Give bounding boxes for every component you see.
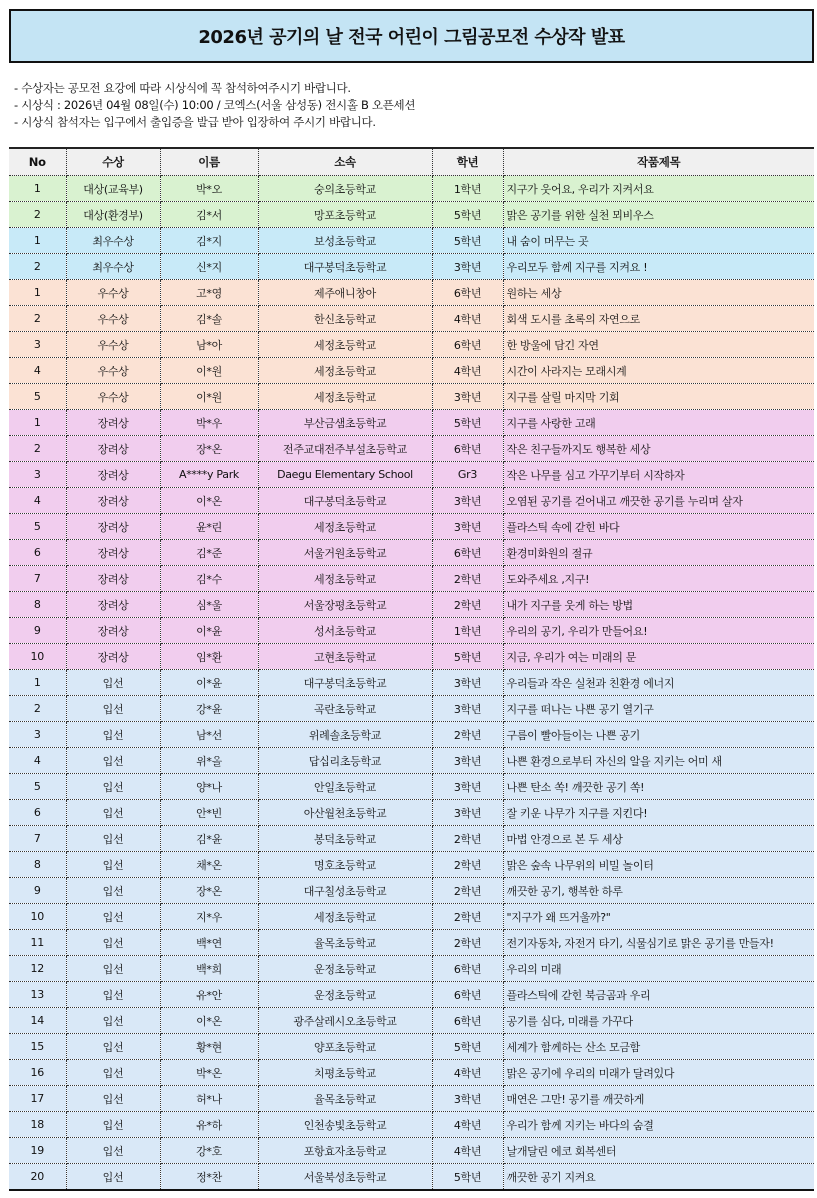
table-row xyxy=(9,904,814,930)
cell-award: 입선 xyxy=(66,800,160,826)
table-row xyxy=(9,748,814,774)
cell-school: 세정초등학교 xyxy=(258,384,432,410)
cell-grade: 5학년 xyxy=(432,228,503,254)
cell-award: 입선 xyxy=(66,774,160,800)
cell-school: 망포초등학교 xyxy=(258,202,432,228)
cell-title: "지구가 왜 뜨거울까?" xyxy=(503,904,814,930)
cell-school: 세정초등학교 xyxy=(258,566,432,592)
cell-school: 명호초등학교 xyxy=(258,852,432,878)
cell-school: 세정초등학교 xyxy=(258,904,432,930)
cell-no: 12 xyxy=(9,956,66,982)
cell-title: 깨끗한 공기, 행복한 하루 xyxy=(503,878,814,904)
cell-title: 우리의 미래 xyxy=(503,956,814,982)
table-row xyxy=(9,384,814,410)
cell-grade: 6학년 xyxy=(432,982,503,1008)
cell-no: 5 xyxy=(9,774,66,800)
cell-school: 위례솔초등학교 xyxy=(258,722,432,748)
page-title: 2026년 공기의 날 전국 어린이 그림공모전 수상작 발표 xyxy=(198,27,625,48)
cell-name: 남*아 xyxy=(160,332,258,358)
cell-grade: 6학년 xyxy=(432,540,503,566)
cell-school: 대구봉덕초등학교 xyxy=(258,670,432,696)
cell-no: 6 xyxy=(9,800,66,826)
cell-school: 광주살레시오초등학교 xyxy=(258,1008,432,1034)
table-row xyxy=(9,202,814,228)
cell-title: 공기를 심다, 미래를 가꾸다 xyxy=(503,1008,814,1034)
cell-award: 대상(환경부) xyxy=(66,202,160,228)
cell-name: 임*환 xyxy=(160,644,258,670)
cell-school: Daegu Elementary School xyxy=(258,462,432,488)
cell-name: 김*수 xyxy=(160,566,258,592)
cell-title: 나쁜 탄소 쏙! 깨끗한 공기 쏙! xyxy=(503,774,814,800)
cell-title: 플라스틱에 갇힌 북금곰과 우리 xyxy=(503,982,814,1008)
cell-no: 10 xyxy=(9,644,66,670)
table-row xyxy=(9,956,814,982)
cell-award: 입선 xyxy=(66,1034,160,1060)
cell-no: 15 xyxy=(9,1034,66,1060)
cell-award: 장려상 xyxy=(66,566,160,592)
cell-title: 깨끗한 공기 지켜요 xyxy=(503,1164,814,1191)
cell-title: 지구를 사랑한 고래 xyxy=(503,410,814,436)
notice-line: - 시상식 : 2026년 04월 08일(수) 10:00 / 코엑스(서울 삼성동) 전시홀 B 오픈세션 xyxy=(14,98,416,112)
cell-title: 맑은 공기에 우리의 미래가 달려있다 xyxy=(503,1060,814,1086)
cell-title: 작은 나무를 심고 가꾸기부터 시작하자 xyxy=(503,462,814,488)
cell-award: 최우수상 xyxy=(66,228,160,254)
column-header-no: No xyxy=(9,148,66,176)
cell-title: 플라스틱 속에 갇힌 바다 xyxy=(503,514,814,540)
cell-no: 2 xyxy=(9,436,66,462)
cell-award: 우수상 xyxy=(66,280,160,306)
title-banner xyxy=(9,9,814,63)
cell-no: 8 xyxy=(9,852,66,878)
cell-title: 작은 친구들까지도 행복한 세상 xyxy=(503,436,814,462)
cell-grade: 5학년 xyxy=(432,410,503,436)
cell-grade: 4학년 xyxy=(432,1138,503,1164)
cell-no: 5 xyxy=(9,514,66,540)
cell-no: 8 xyxy=(9,592,66,618)
cell-no: 4 xyxy=(9,488,66,514)
cell-title: 환경미화원의 절규 xyxy=(503,540,814,566)
cell-award: 입선 xyxy=(66,878,160,904)
table-row xyxy=(9,176,814,202)
cell-title: 우리들과 작은 실천과 친환경 에너지 xyxy=(503,670,814,696)
cell-no: 11 xyxy=(9,930,66,956)
table-row xyxy=(9,878,814,904)
cell-no: 2 xyxy=(9,696,66,722)
cell-title: 도와주세요 ,지구! xyxy=(503,566,814,592)
cell-grade: 4학년 xyxy=(432,358,503,384)
table-row xyxy=(9,488,814,514)
table-row xyxy=(9,1164,814,1191)
cell-award: 입선 xyxy=(66,1138,160,1164)
cell-name: 양*나 xyxy=(160,774,258,800)
cell-award: 입선 xyxy=(66,1060,160,1086)
table-row xyxy=(9,592,814,618)
cell-award: 우수상 xyxy=(66,306,160,332)
winners-table xyxy=(9,147,814,1191)
cell-school: 세정초등학교 xyxy=(258,332,432,358)
cell-award: 입선 xyxy=(66,1112,160,1138)
cell-name: 신*지 xyxy=(160,254,258,280)
table-row xyxy=(9,280,814,306)
column-header-award: 수상 xyxy=(66,148,160,176)
table-row xyxy=(9,1138,814,1164)
table-row xyxy=(9,852,814,878)
table-row xyxy=(9,306,814,332)
cell-no: 2 xyxy=(9,202,66,228)
cell-award: 장려상 xyxy=(66,618,160,644)
cell-school: 제주애니창아 xyxy=(258,280,432,306)
cell-school: 봉덕초등학교 xyxy=(258,826,432,852)
cell-title: 원하는 세상 xyxy=(503,280,814,306)
cell-name: 이*온 xyxy=(160,1008,258,1034)
cell-school: 서울장평초등학교 xyxy=(258,592,432,618)
cell-title: 내 숨이 머무는 곳 xyxy=(503,228,814,254)
cell-award: 대상(교육부) xyxy=(66,176,160,202)
cell-name: 지*우 xyxy=(160,904,258,930)
cell-grade: 3학년 xyxy=(432,514,503,540)
cell-award: 입선 xyxy=(66,1086,160,1112)
cell-school: 안일초등학교 xyxy=(258,774,432,800)
cell-name: 윤*린 xyxy=(160,514,258,540)
cell-grade: 5학년 xyxy=(432,1034,503,1060)
table-row xyxy=(9,462,814,488)
cell-school: 숭의초등학교 xyxy=(258,176,432,202)
cell-school: 전주교대전주부설초등학교 xyxy=(258,436,432,462)
cell-school: 대구칠성초등학교 xyxy=(258,878,432,904)
cell-no: 19 xyxy=(9,1138,66,1164)
cell-no: 3 xyxy=(9,462,66,488)
cell-award: 입선 xyxy=(66,930,160,956)
cell-no: 17 xyxy=(9,1086,66,1112)
cell-name: 이*원 xyxy=(160,358,258,384)
cell-title: 구름이 빨아들이는 나쁜 공기 xyxy=(503,722,814,748)
cell-name: 박*우 xyxy=(160,410,258,436)
cell-grade: 5학년 xyxy=(432,202,503,228)
cell-no: 2 xyxy=(9,306,66,332)
cell-award: 입선 xyxy=(66,852,160,878)
cell-title: 오염된 공기를 걷어내고 깨끗한 공기를 누리며 살자 xyxy=(503,488,814,514)
cell-school: 운정초등학교 xyxy=(258,982,432,1008)
cell-school: 대구봉덕초등학교 xyxy=(258,254,432,280)
table-row xyxy=(9,254,814,280)
cell-name: 위*올 xyxy=(160,748,258,774)
cell-award: 장려상 xyxy=(66,488,160,514)
cell-no: 13 xyxy=(9,982,66,1008)
cell-title: 나쁜 환경으로부터 자신의 알을 지키는 어미 새 xyxy=(503,748,814,774)
cell-no: 7 xyxy=(9,826,66,852)
table-header-row xyxy=(9,148,814,176)
cell-school: 운정초등학교 xyxy=(258,956,432,982)
cell-school: 성서초등학교 xyxy=(258,618,432,644)
cell-name: 정*찬 xyxy=(160,1164,258,1191)
cell-name: 이*온 xyxy=(160,488,258,514)
cell-title: 세계가 함께하는 산소 모금함 xyxy=(503,1034,814,1060)
cell-school: 세정초등학교 xyxy=(258,358,432,384)
cell-grade: 3학년 xyxy=(432,384,503,410)
cell-grade: 3학년 xyxy=(432,670,503,696)
table-row xyxy=(9,670,814,696)
cell-name: 강*윤 xyxy=(160,696,258,722)
cell-award: 장려상 xyxy=(66,436,160,462)
cell-award: 장려상 xyxy=(66,514,160,540)
cell-grade: 2학년 xyxy=(432,566,503,592)
cell-award: 우수상 xyxy=(66,332,160,358)
cell-no: 5 xyxy=(9,384,66,410)
cell-name: 박*온 xyxy=(160,1060,258,1086)
cell-title: 날개달린 에코 회복센터 xyxy=(503,1138,814,1164)
cell-award: 장려상 xyxy=(66,592,160,618)
cell-name: 장*온 xyxy=(160,878,258,904)
cell-title: 마법 안경으로 본 두 세상 xyxy=(503,826,814,852)
cell-no: 1 xyxy=(9,410,66,436)
cell-name: 백*연 xyxy=(160,930,258,956)
cell-award: 입선 xyxy=(66,1164,160,1191)
cell-school: 곡란초등학교 xyxy=(258,696,432,722)
cell-school: 아산월천초등학교 xyxy=(258,800,432,826)
cell-grade: 2학년 xyxy=(432,930,503,956)
cell-award: 입선 xyxy=(66,956,160,982)
cell-school: 포항효자초등학교 xyxy=(258,1138,432,1164)
cell-name: 박*오 xyxy=(160,176,258,202)
cell-no: 9 xyxy=(9,618,66,644)
table-row xyxy=(9,514,814,540)
notice-line: - 시상식 참석자는 입구에서 출입증을 발급 받아 입장하여 주시기 바랍니다. xyxy=(14,115,376,129)
cell-no: 1 xyxy=(9,228,66,254)
cell-name: 남*선 xyxy=(160,722,258,748)
cell-name: 심*울 xyxy=(160,592,258,618)
cell-school: 율목초등학교 xyxy=(258,930,432,956)
cell-no: 4 xyxy=(9,748,66,774)
cell-no: 1 xyxy=(9,280,66,306)
cell-no: 16 xyxy=(9,1060,66,1086)
table-row xyxy=(9,800,814,826)
table-row xyxy=(9,982,814,1008)
table-row xyxy=(9,566,814,592)
cell-grade: 4학년 xyxy=(432,1060,503,1086)
cell-title: 우리의 공기, 우리가 만들어요! xyxy=(503,618,814,644)
cell-grade: 3학년 xyxy=(432,696,503,722)
column-header-grade: 학년 xyxy=(432,148,503,176)
cell-title: 지구를 떠나는 나쁜 공기 열기구 xyxy=(503,696,814,722)
cell-title: 우리모두 함께 지구를 지켜요 ! xyxy=(503,254,814,280)
cell-school: 한신초등학교 xyxy=(258,306,432,332)
cell-title: 매연은 그만! 공기를 깨끗하게 xyxy=(503,1086,814,1112)
table-row xyxy=(9,410,814,436)
cell-school: 인천송빛초등학교 xyxy=(258,1112,432,1138)
cell-name: 김*솔 xyxy=(160,306,258,332)
cell-title: 지구를 살릴 마지막 기회 xyxy=(503,384,814,410)
cell-grade: 6학년 xyxy=(432,436,503,462)
cell-no: 9 xyxy=(9,878,66,904)
cell-title: 회색 도시를 초록의 자연으로 xyxy=(503,306,814,332)
table-row xyxy=(9,826,814,852)
table-row xyxy=(9,644,814,670)
cell-title: 전기자동차, 자전거 타기, 식물심기로 맑은 공기를 만들자! xyxy=(503,930,814,956)
cell-school: 율목초등학교 xyxy=(258,1086,432,1112)
cell-title: 지구가 웃어요, 우리가 지켜서요 xyxy=(503,176,814,202)
cell-no: 1 xyxy=(9,670,66,696)
cell-name: 김*서 xyxy=(160,202,258,228)
cell-school: 서울북성초등학교 xyxy=(258,1164,432,1191)
cell-grade: 2학년 xyxy=(432,852,503,878)
cell-award: 입선 xyxy=(66,1008,160,1034)
cell-grade: 6학년 xyxy=(432,280,503,306)
cell-grade: 6학년 xyxy=(432,332,503,358)
cell-name: 유*하 xyxy=(160,1112,258,1138)
cell-award: 장려상 xyxy=(66,462,160,488)
cell-name: 백*희 xyxy=(160,956,258,982)
cell-name: 고*영 xyxy=(160,280,258,306)
table-row xyxy=(9,436,814,462)
cell-no: 6 xyxy=(9,540,66,566)
cell-award: 우수상 xyxy=(66,358,160,384)
cell-name: 장*온 xyxy=(160,436,258,462)
column-header-title: 작품제목 xyxy=(503,148,814,176)
cell-grade: 4학년 xyxy=(432,306,503,332)
notice-line: - 수상자는 공모전 요강에 따라 시상식에 꼭 참석하여주시기 바랍니다. xyxy=(14,81,351,95)
cell-grade: 3학년 xyxy=(432,488,503,514)
cell-name: 안*빈 xyxy=(160,800,258,826)
cell-award: 최우수상 xyxy=(66,254,160,280)
cell-no: 10 xyxy=(9,904,66,930)
cell-name: 유*안 xyxy=(160,982,258,1008)
cell-no: 14 xyxy=(9,1008,66,1034)
column-header-name: 이름 xyxy=(160,148,258,176)
cell-title: 시간이 사라지는 모래시계 xyxy=(503,358,814,384)
cell-grade: 2학년 xyxy=(432,904,503,930)
notice-list xyxy=(14,80,415,131)
cell-no: 20 xyxy=(9,1164,66,1191)
table-row xyxy=(9,696,814,722)
cell-school: 고현초등학교 xyxy=(258,644,432,670)
cell-name: A****y Park xyxy=(160,462,258,488)
cell-title: 한 방울에 담긴 자연 xyxy=(503,332,814,358)
cell-school: 세정초등학교 xyxy=(258,514,432,540)
cell-name: 채*온 xyxy=(160,852,258,878)
cell-grade: 2학년 xyxy=(432,722,503,748)
cell-title: 내가 지구를 웃게 하는 방법 xyxy=(503,592,814,618)
cell-grade: 1학년 xyxy=(432,176,503,202)
cell-award: 입선 xyxy=(66,670,160,696)
cell-no: 2 xyxy=(9,254,66,280)
cell-award: 입선 xyxy=(66,904,160,930)
cell-name: 황*현 xyxy=(160,1034,258,1060)
table-body xyxy=(9,176,814,1191)
table-row xyxy=(9,540,814,566)
cell-grade: 4학년 xyxy=(432,1112,503,1138)
cell-title: 잘 키운 나무가 지구를 지킨다! xyxy=(503,800,814,826)
table-row xyxy=(9,1060,814,1086)
table-row xyxy=(9,332,814,358)
table-row xyxy=(9,1112,814,1138)
table-row xyxy=(9,774,814,800)
cell-grade: 3학년 xyxy=(432,1086,503,1112)
table-row xyxy=(9,618,814,644)
cell-name: 이*윤 xyxy=(160,670,258,696)
cell-no: 3 xyxy=(9,722,66,748)
cell-no: 7 xyxy=(9,566,66,592)
cell-grade: 3학년 xyxy=(432,748,503,774)
cell-grade: 5학년 xyxy=(432,644,503,670)
column-header-school: 소속 xyxy=(258,148,432,176)
cell-school: 답십리초등학교 xyxy=(258,748,432,774)
table-row xyxy=(9,930,814,956)
cell-title: 맑은 숲속 나무위의 비밀 놀이터 xyxy=(503,852,814,878)
table-row xyxy=(9,1034,814,1060)
cell-name: 김*지 xyxy=(160,228,258,254)
cell-grade: 1학년 xyxy=(432,618,503,644)
cell-school: 대구봉덕초등학교 xyxy=(258,488,432,514)
cell-award: 입선 xyxy=(66,748,160,774)
table-row xyxy=(9,722,814,748)
cell-award: 장려상 xyxy=(66,410,160,436)
cell-grade: Gr3 xyxy=(432,462,503,488)
table-row xyxy=(9,1086,814,1112)
cell-grade: 3학년 xyxy=(432,254,503,280)
cell-no: 18 xyxy=(9,1112,66,1138)
cell-grade: 6학년 xyxy=(432,1008,503,1034)
cell-award: 장려상 xyxy=(66,644,160,670)
cell-name: 허*나 xyxy=(160,1086,258,1112)
cell-award: 입선 xyxy=(66,982,160,1008)
cell-name: 이*원 xyxy=(160,384,258,410)
cell-award: 입선 xyxy=(66,826,160,852)
cell-grade: 2학년 xyxy=(432,878,503,904)
cell-name: 강*호 xyxy=(160,1138,258,1164)
cell-award: 입선 xyxy=(66,696,160,722)
cell-title: 맑은 공기를 위한 실천 뫼비우스 xyxy=(503,202,814,228)
cell-school: 서울거원초등학교 xyxy=(258,540,432,566)
cell-grade: 3학년 xyxy=(432,800,503,826)
cell-grade: 6학년 xyxy=(432,956,503,982)
cell-award: 우수상 xyxy=(66,384,160,410)
cell-name: 김*준 xyxy=(160,540,258,566)
cell-name: 김*윤 xyxy=(160,826,258,852)
cell-school: 양포초등학교 xyxy=(258,1034,432,1060)
cell-no: 1 xyxy=(9,176,66,202)
cell-no: 4 xyxy=(9,358,66,384)
cell-school: 부산금샘초등학교 xyxy=(258,410,432,436)
cell-no: 3 xyxy=(9,332,66,358)
cell-school: 치평초등학교 xyxy=(258,1060,432,1086)
cell-title: 우리가 함께 지키는 바다의 숨결 xyxy=(503,1112,814,1138)
cell-grade: 2학년 xyxy=(432,592,503,618)
cell-name: 이*윤 xyxy=(160,618,258,644)
cell-grade: 3학년 xyxy=(432,774,503,800)
cell-title: 지금, 우리가 여는 미래의 문 xyxy=(503,644,814,670)
table-row xyxy=(9,358,814,384)
cell-grade: 2학년 xyxy=(432,826,503,852)
table-row xyxy=(9,228,814,254)
table-row xyxy=(9,1008,814,1034)
cell-school: 보성초등학교 xyxy=(258,228,432,254)
cell-award: 입선 xyxy=(66,722,160,748)
cell-award: 장려상 xyxy=(66,540,160,566)
cell-grade: 5학년 xyxy=(432,1164,503,1191)
